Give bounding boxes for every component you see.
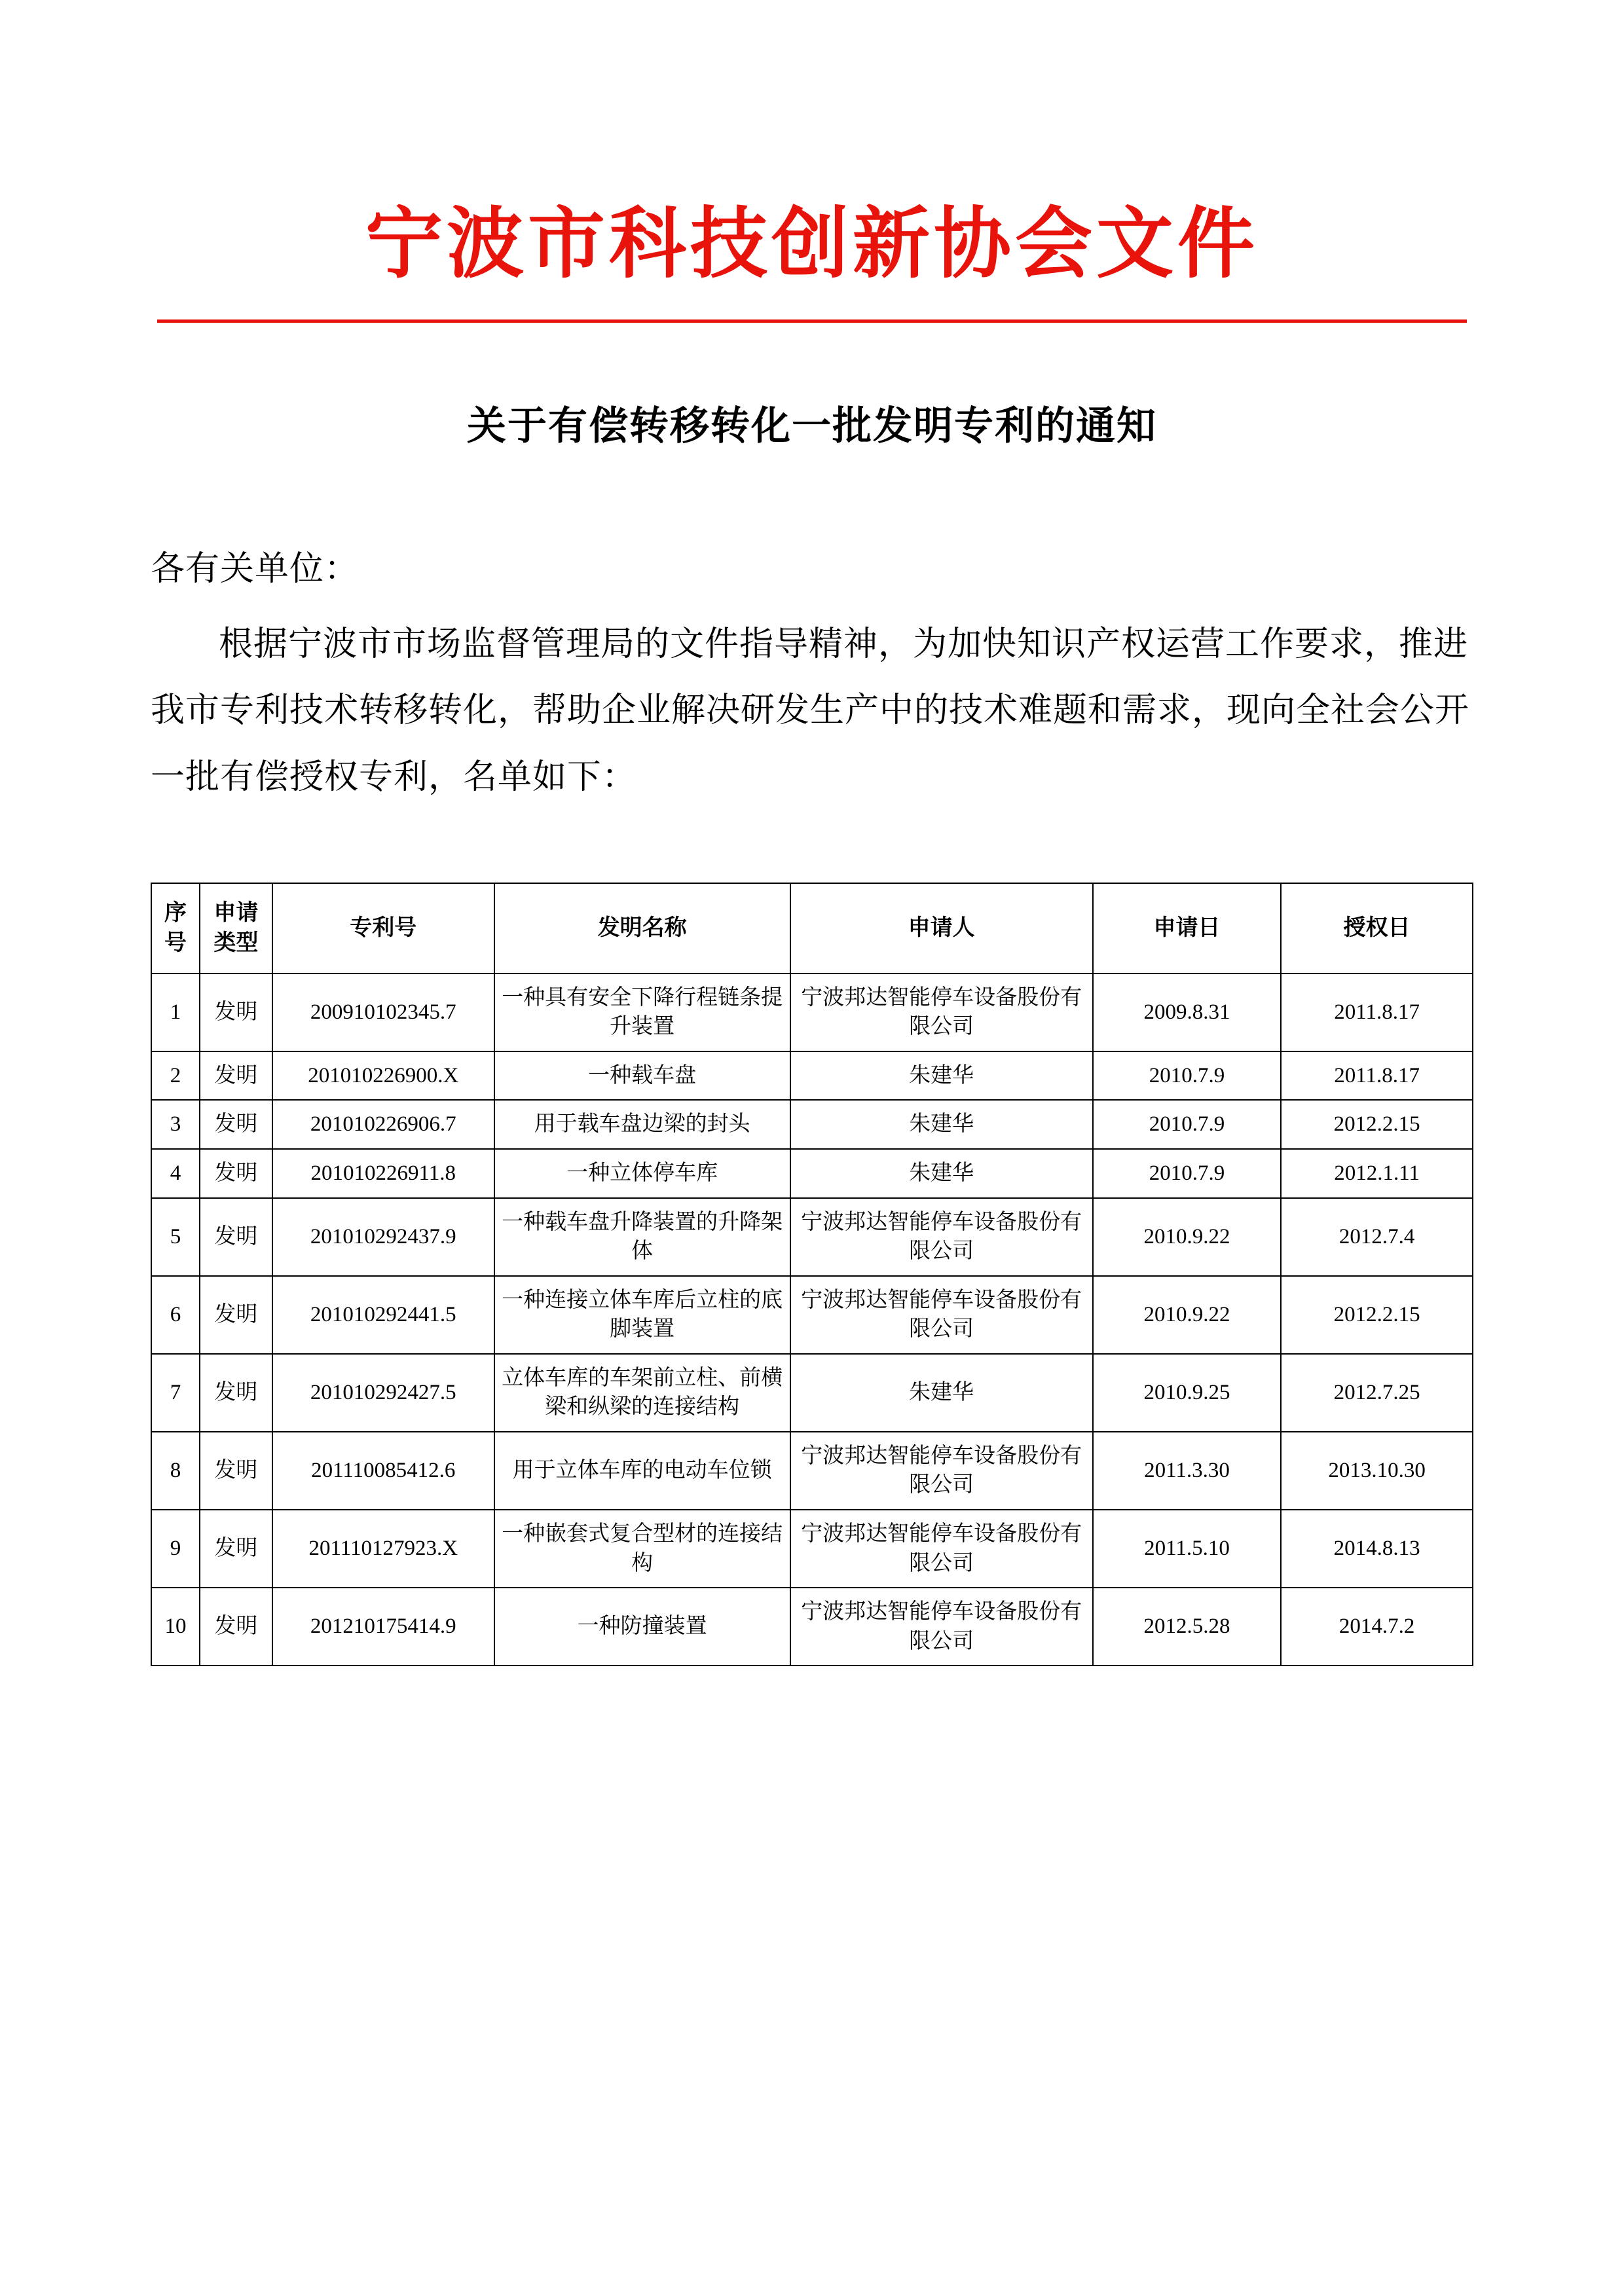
cell-apply-date: 2010.7.9 bbox=[1093, 1051, 1282, 1101]
cell-seq: 7 bbox=[151, 1354, 200, 1432]
cell-grant-date: 2011.8.17 bbox=[1281, 974, 1473, 1051]
patent-table bbox=[151, 883, 1473, 1666]
cell-applicant: 宁波邦达智能停车设备股份有限公司 bbox=[790, 1510, 1093, 1588]
cell-patent-no: 200910102345.7 bbox=[272, 974, 494, 1051]
cell-type: 发明 bbox=[200, 1051, 272, 1101]
cell-invention: 一种连接立体车库后立柱的底脚装置 bbox=[494, 1276, 790, 1354]
cell-type: 发明 bbox=[200, 1510, 272, 1588]
cell-patent-no: 201010226906.7 bbox=[272, 1100, 494, 1149]
table-row bbox=[151, 974, 1473, 1051]
cell-seq: 9 bbox=[151, 1510, 200, 1588]
cell-seq: 2 bbox=[151, 1051, 200, 1101]
cell-patent-no: 201010292427.5 bbox=[272, 1354, 494, 1432]
table-header bbox=[151, 883, 1473, 974]
table-row bbox=[151, 1510, 1473, 1588]
column-header-type bbox=[200, 883, 272, 974]
document-body bbox=[151, 536, 1473, 811]
table-row bbox=[151, 1276, 1473, 1354]
cell-apply-date: 2010.9.22 bbox=[1093, 1198, 1282, 1276]
cell-invention: 立体车库的车架前立柱、前横梁和纵梁的连接结构 bbox=[494, 1354, 790, 1432]
cell-apply-date: 2010.9.25 bbox=[1093, 1354, 1282, 1432]
cell-applicant: 宁波邦达智能停车设备股份有限公司 bbox=[790, 1276, 1093, 1354]
cell-applicant: 宁波邦达智能停车设备股份有限公司 bbox=[790, 1588, 1093, 1666]
cell-apply-date: 2011.3.30 bbox=[1093, 1432, 1282, 1510]
cell-grant-date: 2012.2.15 bbox=[1281, 1276, 1473, 1354]
cell-seq: 6 bbox=[151, 1276, 200, 1354]
cell-applicant: 朱建华 bbox=[790, 1354, 1093, 1432]
cell-seq: 5 bbox=[151, 1198, 200, 1276]
table-row bbox=[151, 1354, 1473, 1432]
cell-apply-date: 2010.7.9 bbox=[1093, 1100, 1282, 1149]
cell-invention: 一种嵌套式复合型材的连接结构 bbox=[494, 1510, 790, 1588]
column-header-grant-date: 授权日 bbox=[1281, 883, 1473, 974]
cell-type: 发明 bbox=[200, 1149, 272, 1198]
cell-type: 发明 bbox=[200, 1432, 272, 1510]
title-divider bbox=[157, 319, 1467, 323]
cell-type: 发明 bbox=[200, 1588, 272, 1666]
cell-applicant: 宁波邦达智能停车设备股份有限公司 bbox=[790, 1198, 1093, 1276]
cell-apply-date: 2010.7.9 bbox=[1093, 1149, 1282, 1198]
cell-apply-date: 2011.5.10 bbox=[1093, 1510, 1282, 1588]
cell-seq: 4 bbox=[151, 1149, 200, 1198]
table-row bbox=[151, 1198, 1473, 1276]
column-header-seq-line1: 序 bbox=[164, 901, 187, 926]
cell-invention: 用于载车盘边梁的封头 bbox=[494, 1100, 790, 1149]
column-header-patent-no: 专利号 bbox=[272, 883, 494, 974]
column-header-seq bbox=[151, 883, 200, 974]
cell-patent-no: 201110127923.X bbox=[272, 1510, 494, 1588]
cell-apply-date: 2009.8.31 bbox=[1093, 974, 1282, 1051]
table-row bbox=[151, 1100, 1473, 1149]
table-row bbox=[151, 1432, 1473, 1510]
cell-invention: 用于立体车库的电动车位锁 bbox=[494, 1432, 790, 1510]
document-subtitle: 关于有偿转移转化一批发明专利的通知 bbox=[467, 404, 1157, 448]
cell-type: 发明 bbox=[200, 1354, 272, 1432]
column-header-invention: 发明名称 bbox=[494, 883, 790, 974]
table-header-row bbox=[151, 883, 1473, 974]
cell-grant-date: 2012.7.4 bbox=[1281, 1198, 1473, 1276]
column-header-seq-line2: 号 bbox=[164, 930, 187, 955]
cell-type: 发明 bbox=[200, 1276, 272, 1354]
cell-seq: 10 bbox=[151, 1588, 200, 1666]
cell-apply-date: 2012.5.28 bbox=[1093, 1588, 1282, 1666]
page-title: 宁波市科技创新协会文件 bbox=[365, 202, 1259, 287]
cell-invention: 一种载车盘 bbox=[494, 1051, 790, 1101]
cell-grant-date: 2011.8.17 bbox=[1281, 1051, 1473, 1101]
cell-applicant: 宁波邦达智能停车设备股份有限公司 bbox=[790, 1432, 1093, 1510]
cell-apply-date: 2010.9.22 bbox=[1093, 1276, 1282, 1354]
column-header-apply-date: 申请日 bbox=[1093, 883, 1282, 974]
table-row bbox=[151, 1588, 1473, 1666]
column-header-type-line2: 类型 bbox=[213, 930, 259, 955]
cell-applicant: 朱建华 bbox=[790, 1149, 1093, 1198]
column-header-type-line1: 申请 bbox=[213, 901, 259, 926]
cell-seq: 3 bbox=[151, 1100, 200, 1149]
cell-patent-no: 201010292437.9 bbox=[272, 1198, 494, 1276]
cell-patent-no: 201010226911.8 bbox=[272, 1149, 494, 1198]
cell-patent-no: 201010226900.X bbox=[272, 1051, 494, 1101]
cell-seq: 1 bbox=[151, 974, 200, 1051]
cell-grant-date: 2012.2.15 bbox=[1281, 1100, 1473, 1149]
cell-applicant: 朱建华 bbox=[790, 1100, 1093, 1149]
cell-applicant: 朱建华 bbox=[790, 1051, 1093, 1101]
body-paragraph: 根据宁波市市场监督管理局的文件指导精神，为加快知识产权运营工作要求，推进我市专利技术转移转化，帮助企业解决研发生产中的技术难题和需求，现向全社会公开一批有偿授权专利，名单如下： bbox=[151, 625, 1470, 796]
cell-seq: 8 bbox=[151, 1432, 200, 1510]
cell-patent-no: 201010292441.5 bbox=[272, 1276, 494, 1354]
cell-invention: 一种具有安全下降行程链条提升装置 bbox=[494, 974, 790, 1051]
cell-grant-date: 2014.7.2 bbox=[1281, 1588, 1473, 1666]
cell-invention: 一种载车盘升降装置的升降架体 bbox=[494, 1198, 790, 1276]
cell-grant-date: 2013.10.30 bbox=[1281, 1432, 1473, 1510]
cell-type: 发明 bbox=[200, 1100, 272, 1149]
table-row bbox=[151, 1051, 1473, 1101]
cell-invention: 一种立体停车库 bbox=[494, 1149, 790, 1198]
cell-type: 发明 bbox=[200, 1198, 272, 1276]
cell-patent-no: 201210175414.9 bbox=[272, 1588, 494, 1666]
cell-grant-date: 2012.7.25 bbox=[1281, 1354, 1473, 1432]
cell-applicant: 宁波邦达智能停车设备股份有限公司 bbox=[790, 974, 1093, 1051]
cell-grant-date: 2014.8.13 bbox=[1281, 1510, 1473, 1588]
column-header-applicant: 申请人 bbox=[790, 883, 1093, 974]
cell-type: 发明 bbox=[200, 974, 272, 1051]
table-row bbox=[151, 1149, 1473, 1198]
cell-invention: 一种防撞装置 bbox=[494, 1588, 790, 1666]
cell-grant-date: 2012.1.11 bbox=[1281, 1149, 1473, 1198]
cell-patent-no: 201110085412.6 bbox=[272, 1432, 494, 1510]
table-body bbox=[151, 974, 1473, 1666]
salutation: 各有关单位： bbox=[151, 550, 360, 588]
